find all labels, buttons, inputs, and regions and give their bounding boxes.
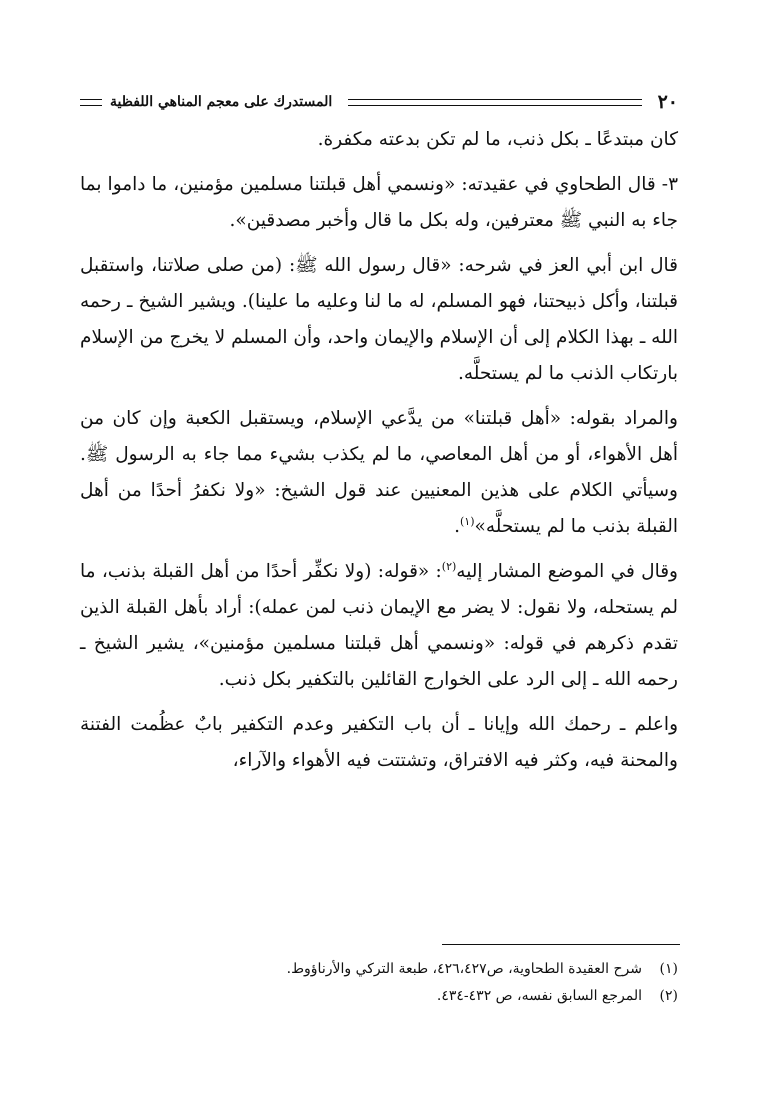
footnote-number: (٢) xyxy=(659,988,678,1004)
paragraph xyxy=(80,248,678,392)
paragraph-text: واعلم ـ رحمك الله وإيانا ـ أن باب التكفير وعدم التكفير بابٌ عظُمت الفتنة والمحنة فيه، وكثر فيه الافتراق، وتشتتت فيه الأهواء والآراء، xyxy=(80,714,678,771)
footnote-separator xyxy=(442,944,680,945)
paragraph xyxy=(80,707,678,779)
paragraph-text: ٣- قال الطحاوي في عقيدته: «ونسمي أهل قبلتنا مسلمين مؤمنين، ما داموا بما جاء به النبي ﷺ معترفين، وله بكل ما قال وأخبر مصدقين». xyxy=(80,174,678,231)
footnote-ref[interactable]: (٢) xyxy=(441,559,457,573)
paragraph xyxy=(80,401,678,545)
footnote xyxy=(80,983,678,1010)
paragraph-text: وقال في الموضع المشار إليه xyxy=(456,561,678,582)
footnote xyxy=(80,956,678,983)
paragraph xyxy=(80,122,678,158)
footnote-text: المرجع السابق نفسه، ص ٤٣٢-٤٣٤. xyxy=(436,988,642,1004)
paragraph-text: والمراد بقوله: «أهل قبلتنا» من يدَّعي الإسلام، ويستقبل الكعبة وإن كان من أهل الأهواء، أو من أهل المعاصي، ما لم يكذب بشيء مما جاء به الرسول ﷺ. وسيأتي الكلام على هذين المعنيين عند قول الشيخ: «ولا نكفرُ أحدًا من أهل القبلة بذنب ما لم يستحلَّه» xyxy=(80,408,678,537)
header-rule xyxy=(348,99,641,106)
footnote-text: شرح العقيدة الطحاوية، ص٤٢٦،٤٢٧، طبعة التركي والأرناؤوط. xyxy=(286,961,642,977)
header-rule-end xyxy=(80,99,102,106)
running-header xyxy=(80,88,678,116)
paragraph-text: قال ابن أبي العز في شرحه: «قال رسول الله ﷺ: (من صلى صلاتنا، واستقبل قبلتنا، وأكل ذبيحتنا، فهو المسلم، له ما لنا وعليه ما علينا). ويشير الشيخ ـ رحمه الله ـ بهذا الكلام إلى أن الإسلام والإيمان واحد، وأن المسلم لا يخرج من الإسلام بارتكاب الذنب ما لم يستحلَّه. xyxy=(80,255,678,384)
footnote-number: (١) xyxy=(659,961,678,977)
footnotes xyxy=(80,956,678,1010)
paragraph-text: : «قوله: (ولا نكفِّر أحدًا من أهل القبلة بذنب، ما لم يستحله، ولا نقول: لا يضر مع الإيمان ذنب لمن عمله): أراد بأهل القبلة الذين تقدم ذكرهم في قوله: «ونسمي أهل قبلتنا مسلمين مؤمنين»، يشير الشيخ ـ رحمه الله ـ إلى الرد على الخوارج القائلين بالتكفير بكل ذنب. xyxy=(80,561,678,690)
main-text xyxy=(80,122,678,788)
paragraph xyxy=(80,554,678,698)
paragraph-text: كان مبتدعًا ـ بكل ذنب، ما لم تكن بدعته مكفرة. xyxy=(317,129,678,150)
paragraph xyxy=(80,167,678,239)
footnote-ref[interactable]: (١) xyxy=(459,514,475,528)
paragraph-text: . xyxy=(454,516,460,537)
running-title: المستدرك على معجم المناهي اللفظية xyxy=(110,94,333,110)
page-number: ٢٠ xyxy=(657,91,678,113)
